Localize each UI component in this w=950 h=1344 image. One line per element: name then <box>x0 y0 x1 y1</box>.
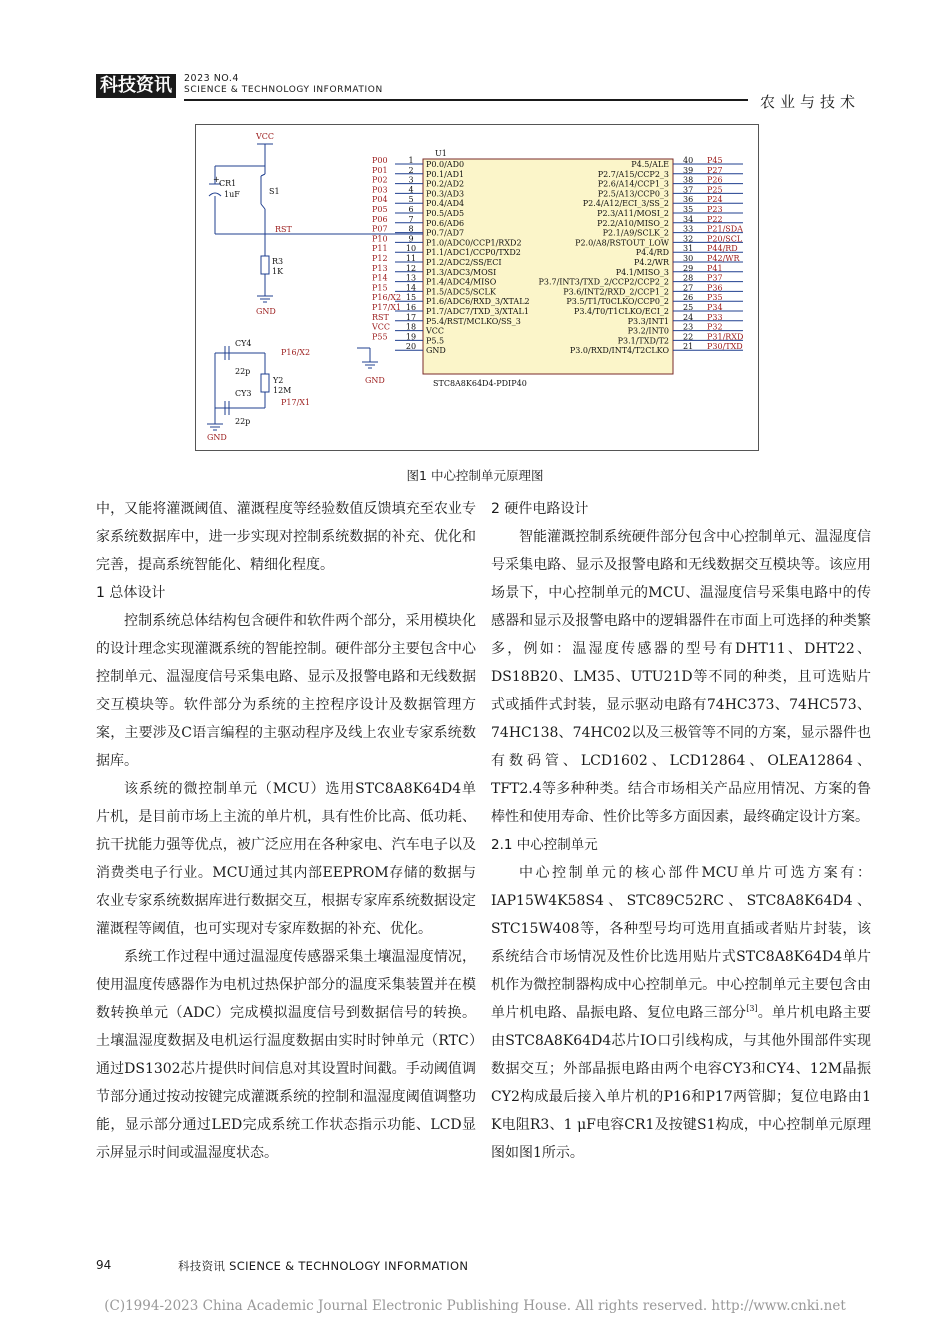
left-pin-function: P1.0/ADC0/CCP1/RXD2 <box>426 238 522 248</box>
left-pin-function: P1.1/ADC1/CCP0/TXD2 <box>426 248 521 258</box>
right-pin-function: P2.3/A11/MOSI_2 <box>597 209 669 218</box>
right-pin-function: P2.0/A8/RSTOUT_LOW <box>575 238 669 248</box>
chip-part: STC8A8K64D4-PDIP40 <box>433 379 527 388</box>
left-pin-function: GND <box>426 346 446 356</box>
left-pin-function: P1.2/ADC2/SS/ECI <box>426 258 502 267</box>
cy3-label: CY3 <box>235 389 252 398</box>
right-pin-function: P3.2/INT0 <box>627 326 669 336</box>
left-pin-net: P13 <box>372 263 388 273</box>
right-pin-number: 23 <box>683 322 694 332</box>
right-pin-number: 32 <box>683 234 694 244</box>
y2-crystal <box>261 374 269 392</box>
schematic-diagram <box>195 124 759 451</box>
right-pin-net: P22 <box>707 214 723 224</box>
right-pin-number: 21 <box>683 342 694 352</box>
right-pin-number: 27 <box>683 283 694 293</box>
left-pin-function: P1.7/ADC7/TXD_3/XTAL1 <box>426 307 529 316</box>
left-pin-net: P02 <box>372 175 388 185</box>
right-pin-net: P20/SCL <box>707 234 743 244</box>
left-pin-net: P07 <box>372 224 388 234</box>
r3-resistor <box>261 256 269 274</box>
right-pin-number: 34 <box>683 214 694 224</box>
body-paragraph: 系统工作过程中通过温湿度传感器采集土壤温湿度情况，使用温度传感器作为电机过热保护部分的温度采集装置并在模数转换单元（ADC）完成模拟温度信号到数据信号的转换。土壤温湿度数据及电机运行温度数据由实时时钟单元（RTC）通过DS1302芯片提供时间信息对其设置时间戳。手动阈值调节部分通过按动按键完成灌溉系统的控制和温湿度阈值调整功能，显示部分通过LED完成系统工作状态指示功能、LCD显示屏显示时间或温湿度状态。 <box>96 949 476 1161</box>
body-paragraph <box>491 859 871 1167</box>
right-pin-function: P3.7/INT3/TXD_2/CCP2/CCP2_2 <box>538 277 669 287</box>
left-pin-number: 6 <box>408 205 414 214</box>
right-pin-net: P41 <box>707 263 723 273</box>
right-pin-net: P44/RD <box>707 244 738 254</box>
right-pin-function: P3.0/RXD/INT4/T2CLKO <box>569 346 669 356</box>
chip-gnd-symbol <box>362 362 378 368</box>
right-pin-function: P2.2/A10/MISO_2 <box>597 218 669 228</box>
right-pin-number: 25 <box>683 303 694 312</box>
left-pin-function: P0.0/AD0 <box>426 160 465 169</box>
right-pin-number: 33 <box>683 224 694 234</box>
right-pin-number: 31 <box>683 244 694 254</box>
right-pin-number: 22 <box>683 332 694 342</box>
right-pin-net: P42/WR <box>707 254 740 263</box>
cr1-capacitor-bottom <box>209 193 221 196</box>
left-column <box>96 495 476 1167</box>
left-pin-function: P5.4/RST/MCLKO/SS_3 <box>426 316 521 326</box>
right-pin-function: P4.2/WR <box>633 258 669 267</box>
right-pin-net: P27 <box>707 165 723 175</box>
y2-value: 12M <box>273 386 292 395</box>
left-pin-net: P15 <box>372 283 388 293</box>
left-pin-function: P0.5/AD5 <box>426 209 465 218</box>
left-pin-function: P0.6/AD6 <box>426 218 465 228</box>
cr1-value: 1uF <box>224 190 240 199</box>
right-pin-number: 40 <box>683 156 694 165</box>
left-pin-net: P03 <box>372 185 388 195</box>
right-pin-net: P35 <box>707 293 723 303</box>
left-pin-number: 16 <box>405 303 417 312</box>
body-paragraph: 智能灌溉控制系统硬件部分包含中心控制单元、温湿度信号采集电路、显示及报警电路和无线数据交互模块等。该应用场景下，中心控制单元的MCU、温湿度信号采集电路中的传感器和显示及报警电路中的逻辑器件在市面上可选择的种类繁多，例如：温湿度传感器的型号有DHT11、DHT22、DS18B20、LM35、UTU21D等不同的种类，且可选贴片式或插件式封装，显示驱动电路有74HC373、74HC573、74HC138、74HC02以及三极管等不同的方案，显示器件也有数码管、LCD1602、LCD12864、OLEA12864、TFT2.4等多种种类。结合市场相关产品应用情况、方案的鲁棒性和使用寿命、性价比等多方面因素，最终确定设计方案。 <box>491 529 871 825</box>
body-paragraph: 中，又能将灌溉阈值、灌溉程度等经验数值反馈填充至农业专家系统数据库中，进一步实现对控制系统数据的补充、优化和完善，提高系统智能化、精细化程度。 <box>96 501 476 573</box>
left-pin-net: VCC <box>372 322 391 332</box>
page-number: 94 <box>96 1258 112 1272</box>
left-pin-number: 14 <box>405 283 417 293</box>
left-pin-function: P0.2/AD2 <box>426 179 465 189</box>
left-pin-function: P1.4/ADC4/MISO <box>426 277 497 287</box>
left-pin-number: 12 <box>405 263 417 273</box>
y2-label: Y2 <box>273 376 284 385</box>
left-pin-number: 4 <box>408 185 414 195</box>
right-pin-number: 35 <box>683 205 694 214</box>
left-pin-net: P17/X1 <box>372 303 402 312</box>
right-pin-net: P36 <box>707 283 723 293</box>
right-pin-function: P2.6/A14/CCP1_3 <box>597 179 669 189</box>
reset-gnd-label: GND <box>256 307 276 316</box>
footer-journal-name: 科技资讯 SCIENCE & TECHNOLOGY INFORMATION <box>178 1259 469 1273</box>
subsection-heading: 2.1 中心控制单元 <box>491 837 598 853</box>
citation-ref: [3] <box>746 1004 758 1013</box>
left-pin-function: P0.1/AD1 <box>426 169 465 179</box>
cr1-plus: + <box>213 175 220 184</box>
left-pin-number: 18 <box>405 322 417 332</box>
right-pin-function: P4.1/MISO_3 <box>615 267 669 277</box>
right-pin-number: 30 <box>683 254 694 263</box>
chip-gnd-label: GND <box>365 376 385 385</box>
crystal-gnd-label: GND <box>207 433 227 442</box>
left-pin-function: VCC <box>426 326 445 336</box>
right-pin-function: P3.4/T0/T1CLKO/ECI_2 <box>573 307 669 316</box>
right-pin-function: P3.5/T1/T0CLKO/CCP0_2 <box>566 297 669 307</box>
left-pin-net: P14 <box>372 273 388 283</box>
left-pin-function: P0.3/AD3 <box>426 189 465 199</box>
left-pin-number: 15 <box>405 293 417 303</box>
left-pin-net: P12 <box>372 254 388 263</box>
left-pin-number: 9 <box>408 234 414 244</box>
left-pin-net: P00 <box>372 156 388 165</box>
left-pin-number: 2 <box>408 165 414 175</box>
r3-label: R3 <box>272 257 284 266</box>
right-pin-net: P30/TXD <box>707 342 743 352</box>
section-heading: 1 总体设计 <box>96 585 166 601</box>
left-pin-net: RST <box>372 312 389 322</box>
left-pin-net: P06 <box>372 214 388 224</box>
left-pin-net: P16/X2 <box>372 293 402 303</box>
left-pin-function: P5.5 <box>426 336 445 346</box>
left-pin-function: P0.7/AD7 <box>426 228 465 238</box>
cy3-value: 22p <box>235 417 251 426</box>
right-pin-number: 38 <box>683 175 694 185</box>
p17-x1-net-label: P17/X1 <box>281 398 311 407</box>
left-pin-number: 11 <box>405 254 417 263</box>
issue-number: 2023 NO.4 <box>184 73 239 84</box>
reset-gnd-symbol <box>257 296 273 302</box>
right-pin-net: P37 <box>707 273 723 283</box>
left-pin-net: P10 <box>372 234 388 244</box>
right-pin-net: P31/RXD <box>707 332 744 342</box>
left-pin-number: 1 <box>408 156 414 165</box>
left-pin-net: P05 <box>372 205 388 214</box>
right-pin-net: P25 <box>707 185 723 195</box>
chip-name: U1 <box>435 149 447 158</box>
r3-value: 1K <box>272 267 284 276</box>
right-pin-function: P2.7/A15/CCP2_3 <box>597 169 669 179</box>
section-title: 农业与技术 <box>760 93 861 111</box>
right-pin-number: 37 <box>683 185 694 195</box>
body-paragraph: 控制系统总体结构包含硬件和软件两个部分，采用模块化的设计理念实现灌溉系统的智能控制。硬件部分主要包含中心控制单元、温湿度信号采集电路、显示及报警电路和无线数据交互模块等。软件部分为系统的主控程序设计及数据管理方案，主要涉及C语言编程的主驱动程序及线上农业专家系统数据库。 <box>96 613 476 769</box>
left-pin-number: 3 <box>408 175 414 185</box>
right-pin-net: P21/SDA <box>707 224 743 234</box>
cy4-label: CY4 <box>235 339 252 348</box>
body-paragraph: 该系统的微控制单元（MCU）选用STC8A8K64D4单片机，是目前市场上主流的单片机，具有性价比高、低功耗、抗干扰能力强等优点，被广泛应用在各种家电、汽车电子以及消费类电子行业。MCU通过其内部EEPROM存储的数据与农业专家系统数据库进行数据交互，根据专家库系统数据设定灌溉程等阈值，也可实现对专家库数据的补充、优化。 <box>96 781 476 937</box>
crystal-gnd-symbol <box>207 424 223 430</box>
right-pin-number: 36 <box>683 195 694 205</box>
left-pin-number: 8 <box>408 224 414 234</box>
right-pin-number: 24 <box>683 312 694 322</box>
right-pin-net: P33 <box>707 312 723 322</box>
left-pin-net: P55 <box>372 332 388 342</box>
left-pin-number: 17 <box>405 312 417 322</box>
right-pin-net: P24 <box>707 195 723 205</box>
left-pin-number: 5 <box>408 195 414 205</box>
s1-switch-top <box>261 174 265 176</box>
left-pin-net: P11 <box>372 244 388 254</box>
right-pin-net: P32 <box>707 322 723 332</box>
left-pin-function: P1.5/ADC5/SCLK <box>426 287 496 297</box>
right-pin-function: P2.1/A9/SCLK_2 <box>602 228 669 238</box>
copyright-notice: (C)1994-2023 China Academic Journal Electronic Publishing House. All rights reserved. http://www.cnki.net <box>104 1298 846 1314</box>
right-pin-net: P23 <box>707 205 723 214</box>
s1-switch-bottom <box>261 204 265 209</box>
left-pin-function: P1.6/ADC6/RXD_3/XTAL2 <box>426 297 530 307</box>
right-pin-function: P2.5/A13/CCP0_3 <box>597 189 669 199</box>
journal-english-name: SCIENCE & TECHNOLOGY INFORMATION <box>184 85 383 95</box>
right-pin-net: P34 <box>707 303 723 312</box>
rst-net-label: RST <box>275 225 292 234</box>
left-pin-function: P1.3/ADC3/MOSI <box>426 267 497 277</box>
reset-circuit-wires <box>215 144 423 424</box>
right-pin-function: P3.6/INT2/RXD_2/CCP1_2 <box>563 287 669 297</box>
p16-x2-net-label: P16/X2 <box>281 348 311 357</box>
left-pin-number: 20 <box>405 342 417 352</box>
cr1-label: CR1 <box>219 179 237 188</box>
cy4-value: 22p <box>235 367 251 376</box>
left-pin-number: 13 <box>405 273 417 283</box>
left-pin-number: 7 <box>408 214 414 224</box>
right-pin-function: P4.5/ALE <box>631 160 669 169</box>
s1-label: S1 <box>269 187 280 196</box>
left-pin-net: P04 <box>372 195 388 205</box>
right-pin-net: P26 <box>707 175 723 185</box>
right-pin-function: P4.4/RD <box>635 248 669 258</box>
right-column <box>491 495 871 1167</box>
right-pin-function: P3.1/TXD/T2 <box>617 336 669 346</box>
journal-logo: 科技资讯 <box>96 74 176 98</box>
left-pin-number: 10 <box>405 244 417 254</box>
left-pin-number: 19 <box>405 332 417 342</box>
left-pin-net: P01 <box>372 165 388 175</box>
paragraph-text: 中心控制单元的核心部件MCU单片可选方案有：IAP15W4K58S4、STC89C52RC、STC8A8K64D4、STC15W408等，各种型号均可选用直插或者贴片封装，该系统结合市场情况及性价比选用贴片式STC8A8K64D4单片机作为微控制器构成中心控制单元。中心控制单元主要包含由单片机电路、晶振电路、复位电路三部分 <box>491 865 871 1021</box>
vcc-label: VCC <box>256 132 275 141</box>
right-pin-number: 39 <box>683 165 694 175</box>
right-pin-number: 28 <box>683 273 694 283</box>
right-pin-number: 29 <box>683 263 694 273</box>
right-pin-function: P2.4/A12/ECI_3/SS_2 <box>582 199 669 209</box>
left-pin-function: P0.4/AD4 <box>426 199 465 209</box>
paragraph-text-cont: 。单片机电路主要由STC8A8K64D4芯片IO口引线构成，与其他外围部件实现数据交互；外部晶振电路由两个电容CY3和CY4、12M晶振CY2构成最后接入单片机的P16和P17两管脚；复位电路由1 K电阻R3、1 μF电容CR1及按键S1构成，中心控制单元原理图如图1所示。 <box>491 1005 872 1161</box>
section-heading: 2 硬件电路设计 <box>491 501 589 517</box>
figure-caption: 图1 中心控制单元原理图 <box>406 468 544 483</box>
right-pin-number: 26 <box>683 293 694 303</box>
right-pin-net: P45 <box>707 156 723 165</box>
header-rule <box>184 99 748 101</box>
right-pin-function: P3.3/INT1 <box>627 316 669 326</box>
